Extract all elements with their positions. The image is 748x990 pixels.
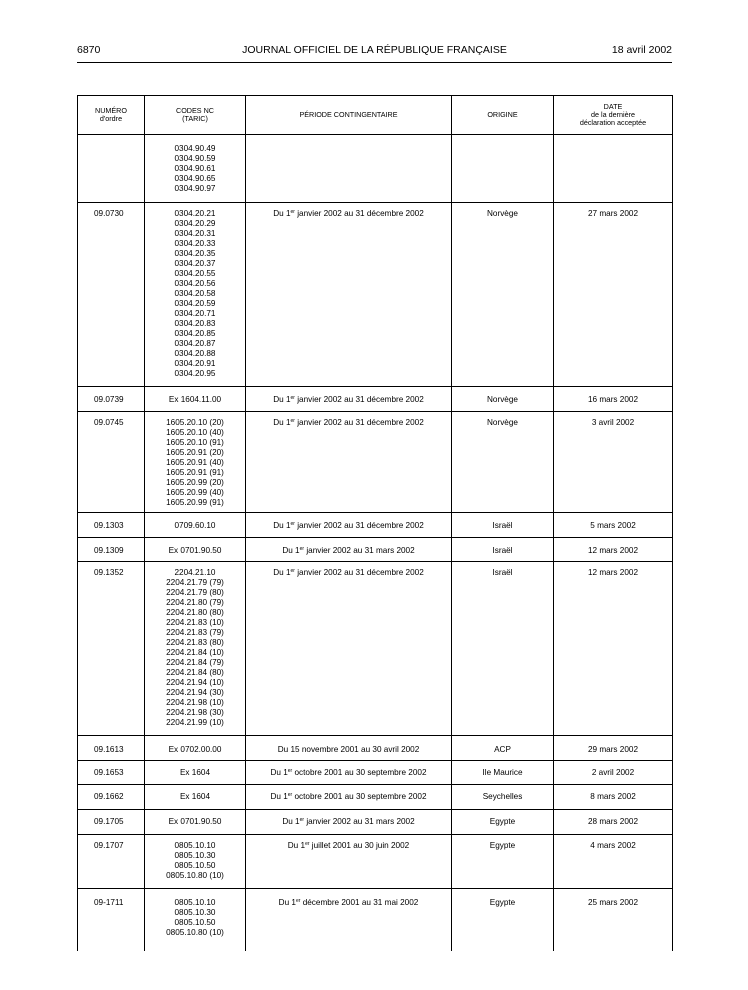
periode-pre: Du 1 [270,768,288,777]
codes-cell [145,785,246,810]
nc-code: Ex 0702.00.00 [168,745,222,754]
origine-cell: Israël [452,562,554,736]
numero-cell: 09.1705 [78,810,145,835]
nc-code: 0304.20.71 [174,309,216,318]
nc-code: 0304.20.31 [174,229,216,238]
date-cell: 4 mars 2002 [554,835,673,889]
nc-code: 0304.20.95 [174,369,216,378]
periode-cell [246,785,452,810]
col-header-numero: NUMÉRO d'ordre [78,96,145,135]
nc-code: 2204.21.79 (79) [166,578,224,587]
periode-post: octobre 2001 au 30 septembre 2002 [292,792,427,801]
nc-code: 0304.90.65 [174,174,216,183]
codes-cell [145,513,246,538]
periode-sup: er [287,792,293,798]
periode-cell [246,135,452,203]
periode-pre: Du 1 [273,209,291,218]
nc-code: 1605.20.99 (40) [166,488,224,497]
date-cell: 12 mars 2002 [554,562,673,736]
nc-code: Ex 0701.90.50 [168,546,222,555]
nc-code: 2204.21.80 (79) [166,598,224,607]
page-header [77,44,672,60]
date-cell [554,135,673,203]
nc-code: 0304.90.49 [174,144,216,153]
nc-code: 0304.20.87 [174,339,216,348]
nc-code: 1605.20.10 (40) [166,428,224,437]
nc-code: 2204.21.83 (79) [166,628,224,637]
nc-code: 0304.20.56 [174,279,216,288]
periode-post: janvier 2002 au 31 décembre 2002 [294,209,424,218]
codes-cell [145,889,246,951]
periode-cell [246,889,452,951]
table-header-row [78,96,673,135]
nc-code: 0304.20.37 [174,259,216,268]
periode-sup: er [290,568,295,574]
date-cell: 25 mars 2002 [554,889,673,951]
nc-code: 0304.20.55 [174,269,216,278]
nc-code: 2204.21.79 (80) [166,588,224,597]
periode-pre: Du 1 [273,395,291,404]
col-header-date: DATE de la dernière déclaration acceptée [554,96,673,135]
periode-pre: Du 1 [270,792,288,801]
origine-cell: Israël [452,538,554,562]
table-row [78,810,673,835]
journal-title: JOURNAL OFFICIEL DE LA RÉPUBLIQUE FRANÇAISE [242,44,507,56]
periode-cell [246,761,452,785]
col-header-periode: PÉRIODE CONTINGENTAIRE [246,96,452,135]
issue-date: 18 avril 2002 [611,44,672,56]
nc-code: 0304.20.35 [174,249,216,258]
page-number: 6870 [77,44,101,56]
periode-post: janvier 2002 au 31 décembre 2002 [294,521,424,530]
numero-cell: 09.1653 [78,761,145,785]
nc-code: 2204.21.84 (80) [166,668,224,677]
periode-cell [246,835,452,889]
periode-pre: Du 1 [273,521,291,530]
periode-post: décembre 2001 au 31 mai 2002 [300,898,419,907]
periode-sup: er [299,817,305,823]
date-cell: 2 avril 2002 [554,761,673,785]
periode-post: janvier 2002 au 31 décembre 2002 [294,395,424,404]
date-cell: 5 mars 2002 [554,513,673,538]
origine-cell: Egypte [452,835,554,889]
periode-pre: Du 1 [273,568,291,577]
codes-cell [145,203,246,387]
table-row [78,538,673,562]
table-row [78,135,673,203]
nc-code: 2204.21.80 (80) [166,608,224,617]
table-row [78,889,673,951]
codes-cell [145,562,246,736]
table-row [78,835,673,889]
periode-pre: Du 1 [282,817,300,826]
date-cell: 29 mars 2002 [554,736,673,761]
origine-cell: Seychelles [452,785,554,810]
date-cell: 12 mars 2002 [554,538,673,562]
codes-cell [145,135,246,203]
periode-sup: er [287,768,293,774]
nc-code: 0304.20.21 [174,209,216,218]
nc-code: 1605.20.91 (91) [166,468,224,477]
codes-cell [145,736,246,761]
periode-sup: er [295,898,301,904]
codes-cell [145,761,246,785]
numero-cell: 09-1711 [78,889,145,951]
nc-code: 2204.21.94 (30) [166,688,224,697]
periode-post: janvier 2002 au 31 décembre 2002 [294,418,424,427]
codes-cell [145,810,246,835]
nc-code: 0304.20.58 [174,289,216,298]
origine-cell: Egypte [452,889,554,951]
nc-code: 0304.20.91 [174,359,216,368]
table-row [78,785,673,810]
origine-cell: ACP [452,736,554,761]
nc-code: 2204.21.84 (79) [166,658,224,667]
origine-cell: Norvège [452,203,554,387]
periode-pre: Du 1 [273,418,291,427]
periode-pre: Du 15 novembre 2001 au 30 avril 2002 [277,745,420,754]
origine-cell: Norvège [452,412,554,513]
periode-post: janvier 2002 au 31 décembre 2002 [294,568,424,577]
table-row [78,736,673,761]
table-row [78,387,673,412]
periode-post: octobre 2001 au 30 septembre 2002 [292,768,427,777]
nc-code: 2204.21.98 (10) [166,698,224,707]
nc-code: 2204.21.94 (10) [166,678,224,687]
nc-code: 1605.20.91 (20) [166,448,224,457]
periode-pre: Du 1 [287,841,306,850]
table-row [78,513,673,538]
nc-code: 0304.20.88 [174,349,216,358]
nc-code: 1605.20.99 (20) [166,478,224,487]
date-cell: 3 avril 2002 [554,412,673,513]
nc-code: 0805.10.80 (10) [166,928,224,937]
nc-code: 2204.21.84 (10) [166,648,224,657]
nc-code: 0304.90.97 [174,184,216,193]
origine-cell: Israël [452,513,554,538]
nc-code: Ex 1604 [179,768,211,777]
nc-code: 0805.10.10 [174,841,216,850]
nc-code: 0709.60.10 [174,521,216,530]
numero-cell: 09.1352 [78,562,145,736]
periode-cell [246,412,452,513]
nc-code: 0805.10.10 [174,898,216,907]
numero-cell: 09.1613 [78,736,145,761]
periode-sup: er [290,521,295,527]
nc-code: Ex 1604.11.00 [168,395,222,404]
header-rule [77,62,672,63]
periode-post: juillet 2001 au 30 juin 2002 [309,841,410,850]
origine-cell: Egypte [452,810,554,835]
nc-code: 0304.20.83 [174,319,216,328]
codes-cell [145,835,246,889]
nc-code: 0304.20.85 [174,329,216,338]
table-row [78,562,673,736]
codes-cell [145,412,246,513]
table-row [78,412,673,513]
numero-cell: 09.0745 [78,412,145,513]
periode-cell [246,562,452,736]
periode-cell [246,736,452,761]
periode-cell [246,513,452,538]
nc-code: 0805.10.30 [174,851,216,860]
origine-cell: Norvège [452,387,554,412]
nc-code: 2204.21.99 (10) [166,718,224,727]
periode-sup: er [305,841,310,847]
periode-cell [246,387,452,412]
periode-sup: er [290,418,295,424]
nc-code: 0805.10.80 (10) [166,871,224,880]
origine-cell [452,135,554,203]
nc-code: 2204.21.83 (80) [166,638,224,647]
numero-cell [78,135,145,203]
periode-cell [246,538,452,562]
nc-code: 0304.20.33 [174,239,216,248]
periode-sup: er [299,546,305,552]
col-header-codes: CODES NC (TARIC) [145,96,246,135]
periode-cell [246,203,452,387]
nc-code: 2204.21.10 [174,568,216,577]
nc-code: 0304.90.59 [174,154,216,163]
periode-post: janvier 2002 au 31 mars 2002 [304,546,415,555]
periode-cell [246,810,452,835]
nc-code: 0304.20.59 [174,299,216,308]
periode-sup: er [290,395,295,401]
nc-code: 1605.20.91 (40) [166,458,224,467]
nc-code: 0805.10.30 [174,908,216,917]
nc-code: 0304.90.61 [174,164,216,173]
table-row [78,761,673,785]
periode-pre: Du 1 [282,546,300,555]
nc-code: 2204.21.98 (30) [166,708,224,717]
periode-post: janvier 2002 au 31 mars 2002 [304,817,415,826]
nc-code: 2204.21.83 (10) [166,618,224,627]
date-cell: 28 mars 2002 [554,810,673,835]
nc-code: 1605.20.99 (91) [166,498,224,507]
numero-cell: 09.1309 [78,538,145,562]
date-cell: 27 mars 2002 [554,203,673,387]
numero-cell: 09.1303 [78,513,145,538]
nc-code: 0304.20.29 [174,219,216,228]
nc-code: 1605.20.10 (91) [166,438,224,447]
codes-cell [145,538,246,562]
nc-code: Ex 0701.90.50 [168,817,222,826]
nc-code: 0805.10.50 [174,861,216,870]
nc-code: 0805.10.50 [174,918,216,927]
periode-sup: er [290,209,295,215]
date-cell: 16 mars 2002 [554,387,673,412]
numero-cell: 09.1662 [78,785,145,810]
quota-table [77,95,673,951]
codes-cell [145,387,246,412]
nc-code: Ex 1604 [179,792,211,801]
numero-cell: 09.0730 [78,203,145,387]
periode-pre: Du 1 [278,898,296,907]
numero-cell: 09.1707 [78,835,145,889]
numero-cell: 09.0739 [78,387,145,412]
col-header-origine: ORIGINE [452,96,554,135]
origine-cell: Ile Maurice [452,761,554,785]
table-row [78,203,673,387]
date-cell: 8 mars 2002 [554,785,673,810]
nc-code: 1605.20.10 (20) [166,418,224,427]
